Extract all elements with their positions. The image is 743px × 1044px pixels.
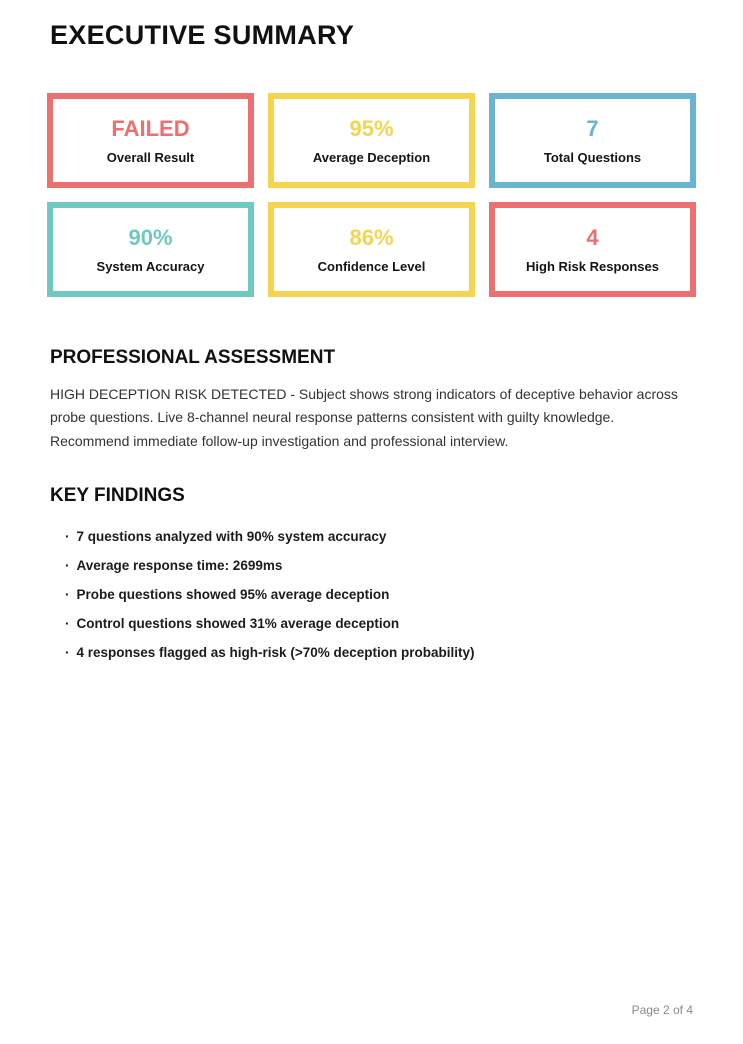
stat-label: System Accuracy [96,258,205,274]
stat-value: 4 [586,224,599,250]
page-title: EXECUTIVE SUMMARY [50,20,355,50]
findings-heading: KEY FINDINGS [50,484,185,506]
stat-value: 7 [586,115,599,141]
stat-value: 95% [349,115,394,141]
stat-card-average-deception [268,93,475,188]
stat-cards-grid [47,93,696,297]
finding-item: · 4 responses flagged as high-risk (>70% deception probability) [65,645,696,661]
stat-card-system-accuracy [47,202,254,297]
finding-item: · 7 questions analyzed with 90% system accuracy [65,529,696,545]
assessment-body: HIGH DECEPTION RISK DETECTED - Subject shows strong indicators of deceptive behavior across probe questions. Live 8-channel neural response patterns consistent with guilty knowledge. Recommend immediate follow-up investigation and professional interview. [50,386,678,449]
stat-card-high-risk-responses [489,202,696,297]
finding-item: · Control questions showed 31% average deception [65,616,696,632]
stat-label: High Risk Responses [526,258,659,274]
finding-item: · Average response time: 2699ms [65,558,696,574]
stat-value: 90% [128,224,173,250]
stat-label: Overall Result [106,149,195,165]
stat-value: 86% [349,224,394,250]
assessment-heading: PROFESSIONAL ASSESSMENT [50,347,336,368]
stat-value: FAILED [111,115,190,141]
stat-label: Average Deception [312,149,431,165]
stat-card-total-questions [489,93,696,188]
stat-label: Confidence Level [317,258,426,274]
stat-card-overall-result [47,93,254,188]
finding-item: · Probe questions showed 95% average deception [65,587,696,603]
page-number: Page 2 of 4 [631,1003,693,1017]
stat-card-confidence-level [268,202,475,297]
findings-list [47,529,696,661]
stat-label: Total Questions [543,149,642,165]
